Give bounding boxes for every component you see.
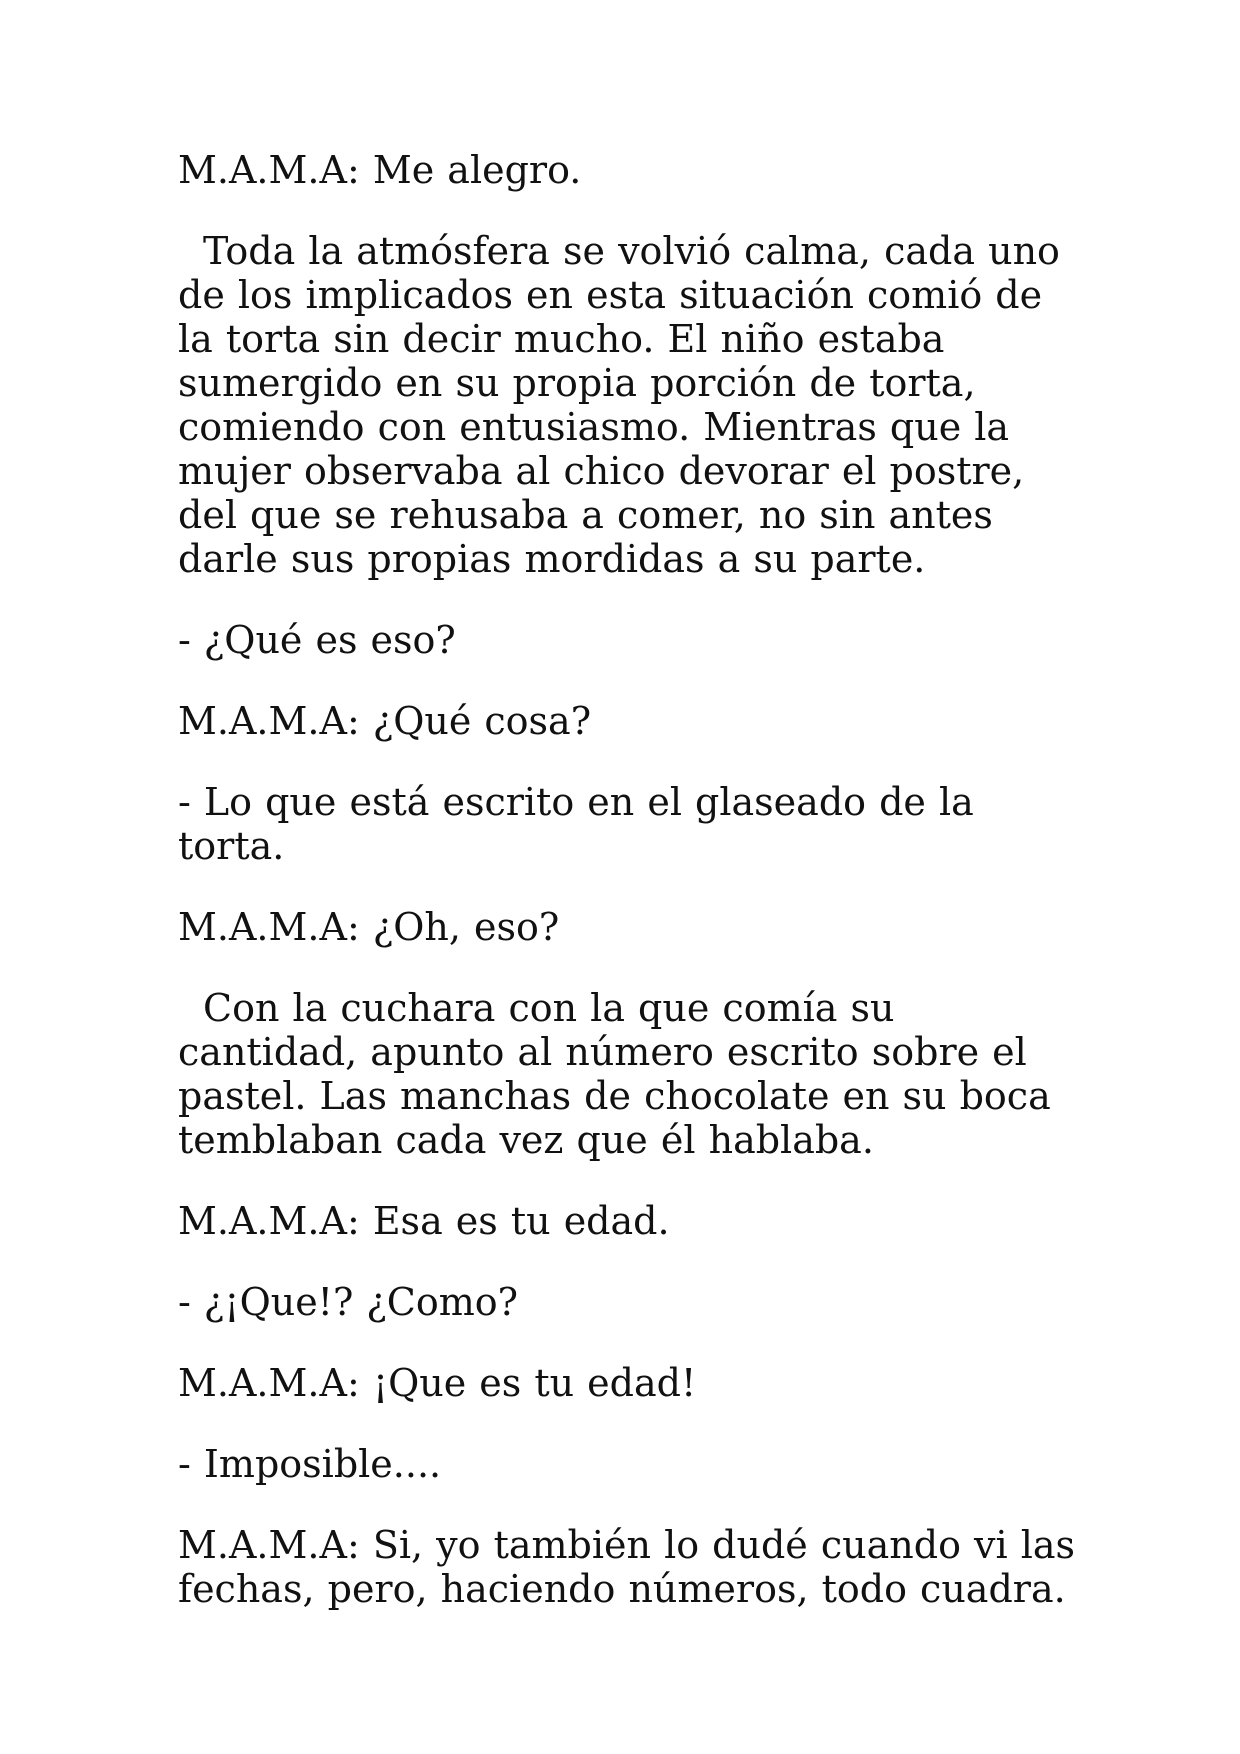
dialogue-line: M.A.M.A: Si, yo también lo dudé cuando vi las fechas, pero, haciendo números, todo cuadra. [178, 1523, 1076, 1611]
dialogue-line: - ¿Qué es eso? [178, 618, 456, 662]
dialogue-line: M.A.M.A: ¿Qué cosa? [178, 699, 592, 743]
dialogue-line: M.A.M.A: ¿Oh, eso? [178, 905, 560, 949]
narrative-paragraph: Con la cuchara con la que comía su cantidad, apunto al número escrito sobre el pastel. Las manchas de chocolate en su boca temblaban cada vez que él hablaba. [178, 986, 1051, 1162]
dialogue-line: - Lo que está escrito en el glaseado de la torta. [178, 780, 974, 868]
dialogue-line: M.A.M.A: Me alegro. [178, 148, 582, 192]
text-column [178, 148, 1078, 1648]
narrative-paragraph: Toda la atmósfera se volvió calma, cada uno de los implicados en esta situación comió de la torta sin decir mucho. El niño estaba sumergido en su propia porción de torta, comiendo con entusiasmo. Mientras que la mujer observaba al chico devorar el postre, del que se rehusaba a comer, no sin antes darle sus propias mordidas a su parte. [178, 229, 1060, 581]
dialogue-line: M.A.M.A: ¡Que es tu edad! [178, 1361, 697, 1405]
dialogue-line: - ¿¡Que!? ¿Como? [178, 1280, 519, 1324]
dialogue-line: - Imposible.... [178, 1442, 442, 1486]
dialogue-line: M.A.M.A: Esa es tu edad. [178, 1199, 670, 1243]
